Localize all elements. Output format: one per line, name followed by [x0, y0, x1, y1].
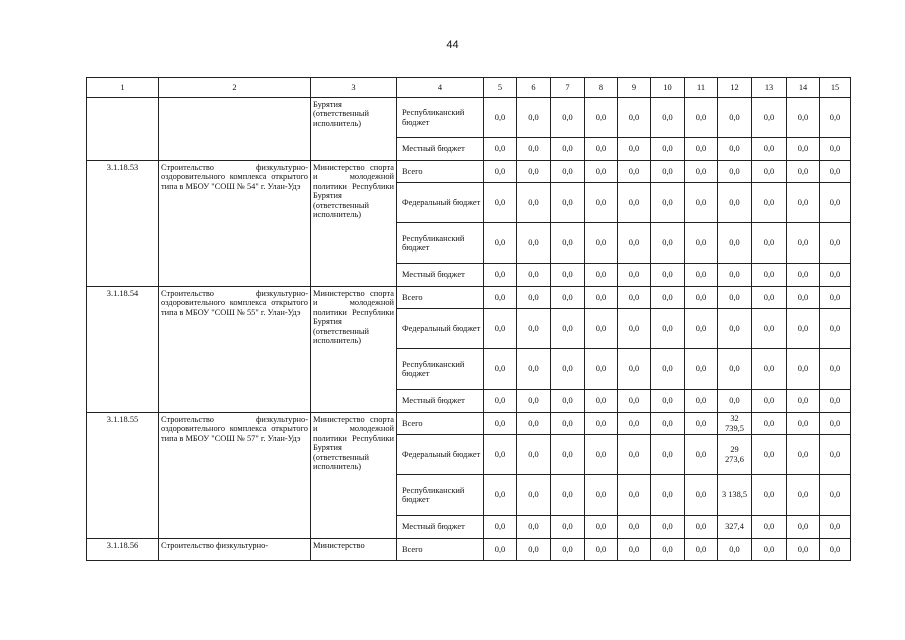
value-cell-col-5: 0,0 — [484, 98, 517, 138]
value-cell-col-11: 0,0 — [685, 98, 718, 138]
value-cell-col-13: 0,0 — [752, 161, 787, 183]
value-cell-col-5: 0,0 — [484, 435, 517, 475]
value-cell-col-8: 0,0 — [585, 435, 618, 475]
value-cell-col-9: 0,0 — [618, 516, 651, 539]
value-cell-col-9: 0,0 — [618, 475, 651, 516]
value-cell-col-14: 0,0 — [787, 475, 820, 516]
measure-name-cell: Строительство физкультурно-оздоровительного комплекса открытого типа в МБОУ "СОШ № 57" г. Улан-Удэ — [159, 413, 311, 539]
value-cell-col-7: 0,0 — [551, 309, 585, 349]
value-cell-col-8: 0,0 — [585, 309, 618, 349]
funding-source-cell: Республиканский бюджет — [397, 475, 484, 516]
value-cell-col-10: 0,0 — [651, 539, 685, 561]
value-cell-col-9: 0,0 — [618, 413, 651, 435]
column-header-10: 10 — [651, 78, 685, 98]
value-cell-col-14: 0,0 — [787, 287, 820, 309]
funding-source-cell: Республиканский бюджет — [397, 98, 484, 138]
value-cell-col-6: 0,0 — [517, 183, 551, 223]
value-cell-col-8: 0,0 — [585, 138, 618, 161]
value-cell-col-5: 0,0 — [484, 309, 517, 349]
value-cell-col-7: 0,0 — [551, 287, 585, 309]
value-cell-col-15: 0,0 — [820, 390, 851, 413]
value-cell-col-6: 0,0 — [517, 516, 551, 539]
value-cell-col-14: 0,0 — [787, 138, 820, 161]
value-cell-col-13: 0,0 — [752, 516, 787, 539]
value-cell-col-12: 0,0 — [718, 287, 752, 309]
value-cell-col-6: 0,0 — [517, 435, 551, 475]
value-cell-col-10: 0,0 — [651, 161, 685, 183]
value-cell-col-14: 0,0 — [787, 264, 820, 287]
column-header-7: 7 — [551, 78, 585, 98]
measure-name-cell: Строительство физкультурно- — [159, 539, 311, 561]
value-cell-col-12: 0,0 — [718, 390, 752, 413]
value-cell-col-14: 0,0 — [787, 435, 820, 475]
funding-source-cell: Местный бюджет — [397, 264, 484, 287]
value-cell-col-5: 0,0 — [484, 516, 517, 539]
measure-code-cell: 3.1.18.56 — [87, 539, 159, 561]
column-header-6: 6 — [517, 78, 551, 98]
value-cell-col-9: 0,0 — [618, 223, 651, 264]
value-cell-col-14: 0,0 — [787, 516, 820, 539]
value-cell-col-15: 0,0 — [820, 98, 851, 138]
value-cell-col-12: 0,0 — [718, 161, 752, 183]
measure-code-cell: 3.1.18.53 — [87, 161, 159, 287]
value-cell-col-14: 0,0 — [787, 413, 820, 435]
value-cell-col-6: 0,0 — [517, 138, 551, 161]
column-header-15: 15 — [820, 78, 851, 98]
value-cell-col-13: 0,0 — [752, 390, 787, 413]
value-cell-col-9: 0,0 — [618, 183, 651, 223]
value-cell-col-7: 0,0 — [551, 539, 585, 561]
value-cell-col-10: 0,0 — [651, 349, 685, 390]
page-number: 44 — [446, 39, 459, 51]
funding-source-cell: Всего — [397, 161, 484, 183]
value-cell-col-5: 0,0 — [484, 264, 517, 287]
value-cell-col-14: 0,0 — [787, 539, 820, 561]
value-cell-col-11: 0,0 — [685, 138, 718, 161]
funding-source-cell: Федеральный бюджет — [397, 183, 484, 223]
value-cell-col-9: 0,0 — [618, 349, 651, 390]
value-cell-col-12: 0,0 — [718, 183, 752, 223]
value-cell-col-6: 0,0 — [517, 223, 551, 264]
value-cell-col-7: 0,0 — [551, 435, 585, 475]
column-header-9: 9 — [618, 78, 651, 98]
measure-name-cell: Строительство физкультурно-оздоровительного комплекса открытого типа в МБОУ "СОШ № 54" г. Улан-Удэ — [159, 161, 311, 287]
column-header-5: 5 — [484, 78, 517, 98]
value-cell-col-9: 0,0 — [618, 435, 651, 475]
measure-code-cell: 3.1.18.54 — [87, 287, 159, 413]
value-cell-col-7: 0,0 — [551, 413, 585, 435]
value-cell-col-6: 0,0 — [517, 309, 551, 349]
value-cell-col-7: 0,0 — [551, 138, 585, 161]
value-cell-col-6: 0,0 — [517, 539, 551, 561]
value-cell-col-9: 0,0 — [618, 98, 651, 138]
value-cell-col-13: 0,0 — [752, 309, 787, 349]
value-cell-col-8: 0,0 — [585, 475, 618, 516]
value-cell-col-6: 0,0 — [517, 390, 551, 413]
column-header-4: 4 — [397, 78, 484, 98]
value-cell-col-7: 0,0 — [551, 349, 585, 390]
value-cell-col-13: 0,0 — [752, 98, 787, 138]
value-cell-col-8: 0,0 — [585, 264, 618, 287]
value-cell-col-11: 0,0 — [685, 539, 718, 561]
value-cell-col-5: 0,0 — [484, 138, 517, 161]
value-cell-col-14: 0,0 — [787, 390, 820, 413]
funding-source-cell: Республиканский бюджет — [397, 349, 484, 390]
value-cell-col-7: 0,0 — [551, 161, 585, 183]
executor-cell: Министерство спорта и молодежной политики Республики Бурятия (ответственный исполнитель) — [311, 287, 397, 413]
executor-cell: Министерство спорта и молодежной политики Республики Бурятия (ответственный исполнитель) — [311, 413, 397, 539]
value-cell-col-14: 0,0 — [787, 161, 820, 183]
measure-name-cell: Строительство физкультурно-оздоровительного комплекса открытого типа в МБОУ "СОШ № 55" г. Улан-Удэ — [159, 287, 311, 413]
value-cell-col-13: 0,0 — [752, 138, 787, 161]
value-cell-col-11: 0,0 — [685, 475, 718, 516]
value-cell-col-13: 0,0 — [752, 223, 787, 264]
value-cell-col-12: 32 739,5 — [718, 413, 752, 435]
funding-source-cell: Местный бюджет — [397, 390, 484, 413]
value-cell-col-13: 0,0 — [752, 183, 787, 223]
column-header-2: 2 — [159, 78, 311, 98]
column-header-14: 14 — [787, 78, 820, 98]
column-header-13: 13 — [752, 78, 787, 98]
value-cell-col-10: 0,0 — [651, 475, 685, 516]
value-cell-col-12: 0,0 — [718, 98, 752, 138]
value-cell-col-9: 0,0 — [618, 309, 651, 349]
column-header-3: 3 — [311, 78, 397, 98]
value-cell-col-10: 0,0 — [651, 390, 685, 413]
value-cell-col-9: 0,0 — [618, 287, 651, 309]
value-cell-col-7: 0,0 — [551, 475, 585, 516]
value-cell-col-7: 0,0 — [551, 390, 585, 413]
value-cell-col-15: 0,0 — [820, 539, 851, 561]
value-cell-col-6: 0,0 — [517, 98, 551, 138]
value-cell-col-14: 0,0 — [787, 183, 820, 223]
funding-source-cell: Федеральный бюджет — [397, 309, 484, 349]
table-row — [87, 161, 851, 183]
value-cell-col-6: 0,0 — [517, 413, 551, 435]
column-header-12: 12 — [718, 78, 752, 98]
funding-source-cell: Федеральный бюджет — [397, 435, 484, 475]
value-cell-col-5: 0,0 — [484, 349, 517, 390]
executor-cell: Бурятия (ответственный исполнитель) — [311, 98, 397, 161]
value-cell-col-5: 0,0 — [484, 475, 517, 516]
value-cell-col-11: 0,0 — [685, 161, 718, 183]
value-cell-col-13: 0,0 — [752, 287, 787, 309]
value-cell-col-7: 0,0 — [551, 98, 585, 138]
executor-cell: Министерство — [311, 539, 397, 561]
value-cell-col-14: 0,0 — [787, 223, 820, 264]
value-cell-col-8: 0,0 — [585, 539, 618, 561]
value-cell-col-5: 0,0 — [484, 223, 517, 264]
value-cell-col-15: 0,0 — [820, 183, 851, 223]
table-row — [87, 539, 851, 561]
value-cell-col-13: 0,0 — [752, 475, 787, 516]
name-cell-empty — [159, 98, 311, 161]
value-cell-col-9: 0,0 — [618, 539, 651, 561]
value-cell-col-13: 0,0 — [752, 413, 787, 435]
value-cell-col-10: 0,0 — [651, 98, 685, 138]
value-cell-col-6: 0,0 — [517, 349, 551, 390]
value-cell-col-8: 0,0 — [585, 287, 618, 309]
value-cell-col-10: 0,0 — [651, 287, 685, 309]
executor-cell: Министерство спорта и молодежной политики Республики Бурятия (ответственный исполнитель) — [311, 161, 397, 287]
value-cell-col-11: 0,0 — [685, 183, 718, 223]
value-cell-col-10: 0,0 — [651, 413, 685, 435]
column-header-1: 1 — [87, 78, 159, 98]
value-cell-col-10: 0,0 — [651, 264, 685, 287]
value-cell-col-5: 0,0 — [484, 183, 517, 223]
value-cell-col-6: 0,0 — [517, 161, 551, 183]
value-cell-col-13: 0,0 — [752, 349, 787, 390]
value-cell-col-15: 0,0 — [820, 309, 851, 349]
value-cell-col-12: 0,0 — [718, 309, 752, 349]
value-cell-col-7: 0,0 — [551, 223, 585, 264]
value-cell-col-10: 0,0 — [651, 435, 685, 475]
value-cell-col-8: 0,0 — [585, 98, 618, 138]
value-cell-col-5: 0,0 — [484, 390, 517, 413]
funding-source-cell: Республиканский бюджет — [397, 223, 484, 264]
value-cell-col-10: 0,0 — [651, 138, 685, 161]
value-cell-col-12: 29 273,6 — [718, 435, 752, 475]
value-cell-col-12: 0,0 — [718, 223, 752, 264]
value-cell-col-11: 0,0 — [685, 435, 718, 475]
value-cell-col-11: 0,0 — [685, 516, 718, 539]
column-header-11: 11 — [685, 78, 718, 98]
value-cell-col-6: 0,0 — [517, 264, 551, 287]
value-cell-col-11: 0,0 — [685, 413, 718, 435]
value-cell-col-6: 0,0 — [517, 287, 551, 309]
value-cell-col-15: 0,0 — [820, 435, 851, 475]
table-row — [87, 287, 851, 309]
funding-source-cell: Всего — [397, 539, 484, 561]
value-cell-col-5: 0,0 — [484, 161, 517, 183]
value-cell-col-8: 0,0 — [585, 516, 618, 539]
value-cell-col-7: 0,0 — [551, 183, 585, 223]
funding-source-cell: Местный бюджет — [397, 516, 484, 539]
budget-table — [86, 77, 851, 561]
table-row — [87, 413, 851, 435]
value-cell-col-9: 0,0 — [618, 264, 651, 287]
value-cell-col-10: 0,0 — [651, 309, 685, 349]
value-cell-col-12: 3 138,5 — [718, 475, 752, 516]
value-cell-col-14: 0,0 — [787, 309, 820, 349]
value-cell-col-13: 0,0 — [752, 264, 787, 287]
value-cell-col-13: 0,0 — [752, 435, 787, 475]
measure-code-cell: 3.1.18.55 — [87, 413, 159, 539]
funding-source-cell: Местный бюджет — [397, 138, 484, 161]
value-cell-col-15: 0,0 — [820, 516, 851, 539]
value-cell-col-7: 0,0 — [551, 264, 585, 287]
value-cell-col-12: 327,4 — [718, 516, 752, 539]
value-cell-col-10: 0,0 — [651, 223, 685, 264]
value-cell-col-8: 0,0 — [585, 183, 618, 223]
value-cell-col-15: 0,0 — [820, 223, 851, 264]
value-cell-col-11: 0,0 — [685, 287, 718, 309]
value-cell-col-12: 0,0 — [718, 539, 752, 561]
value-cell-col-8: 0,0 — [585, 413, 618, 435]
value-cell-col-15: 0,0 — [820, 287, 851, 309]
value-cell-col-15: 0,0 — [820, 161, 851, 183]
column-header-8: 8 — [585, 78, 618, 98]
value-cell-col-8: 0,0 — [585, 223, 618, 264]
value-cell-col-8: 0,0 — [585, 161, 618, 183]
value-cell-col-11: 0,0 — [685, 223, 718, 264]
value-cell-col-12: 0,0 — [718, 349, 752, 390]
value-cell-col-11: 0,0 — [685, 390, 718, 413]
value-cell-col-6: 0,0 — [517, 475, 551, 516]
value-cell-col-15: 0,0 — [820, 264, 851, 287]
value-cell-col-15: 0,0 — [820, 349, 851, 390]
value-cell-col-7: 0,0 — [551, 516, 585, 539]
value-cell-col-9: 0,0 — [618, 390, 651, 413]
value-cell-col-12: 0,0 — [718, 264, 752, 287]
value-cell-col-8: 0,0 — [585, 349, 618, 390]
funding-source-cell: Всего — [397, 287, 484, 309]
code-cell-empty — [87, 98, 159, 161]
value-cell-col-10: 0,0 — [651, 183, 685, 223]
value-cell-col-15: 0,0 — [820, 138, 851, 161]
funding-source-cell: Всего — [397, 413, 484, 435]
value-cell-col-12: 0,0 — [718, 138, 752, 161]
value-cell-col-5: 0,0 — [484, 287, 517, 309]
value-cell-col-5: 0,0 — [484, 539, 517, 561]
value-cell-col-5: 0,0 — [484, 413, 517, 435]
value-cell-col-11: 0,0 — [685, 309, 718, 349]
value-cell-col-15: 0,0 — [820, 475, 851, 516]
column-number-header-row — [87, 78, 851, 98]
value-cell-col-14: 0,0 — [787, 349, 820, 390]
table-row — [87, 98, 851, 138]
value-cell-col-11: 0,0 — [685, 264, 718, 287]
value-cell-col-9: 0,0 — [618, 138, 651, 161]
value-cell-col-14: 0,0 — [787, 98, 820, 138]
value-cell-col-9: 0,0 — [618, 161, 651, 183]
value-cell-col-10: 0,0 — [651, 516, 685, 539]
value-cell-col-11: 0,0 — [685, 349, 718, 390]
value-cell-col-15: 0,0 — [820, 413, 851, 435]
value-cell-col-13: 0,0 — [752, 539, 787, 561]
value-cell-col-8: 0,0 — [585, 390, 618, 413]
